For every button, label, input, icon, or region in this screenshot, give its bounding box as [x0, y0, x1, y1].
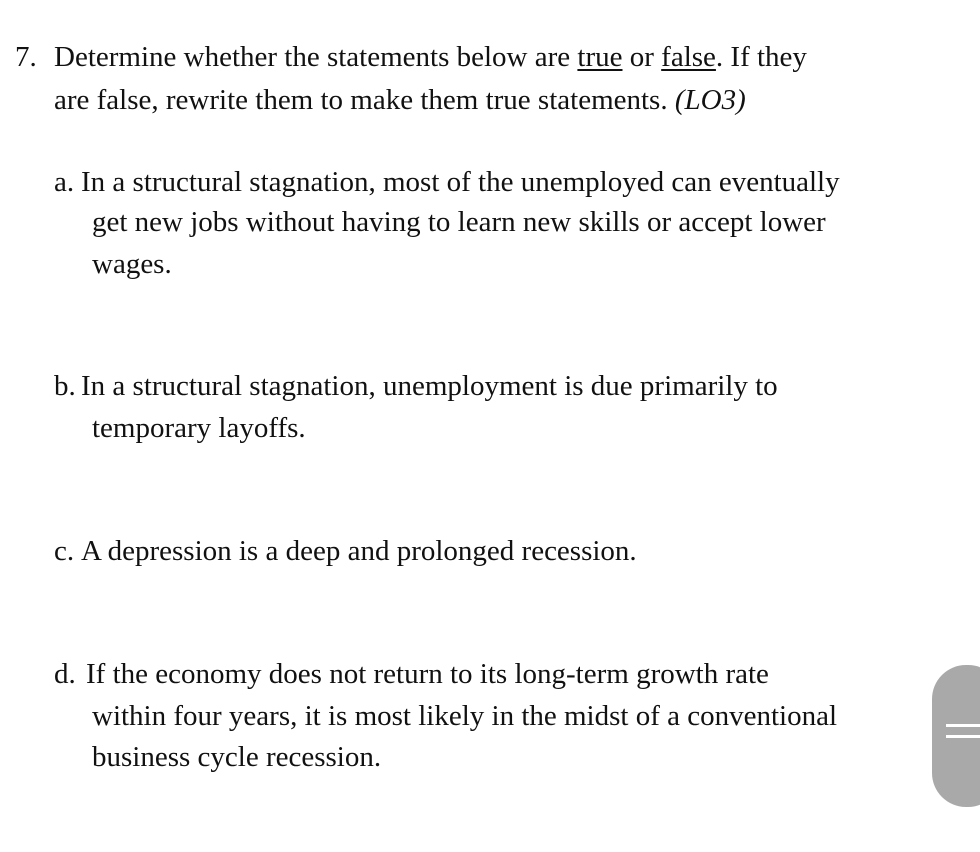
statement-b-line-1: In a structural stagnation, unemployment is due primarily to — [81, 370, 778, 402]
statement-d-line-1: If the economy does not return to its long-term growth rate — [86, 658, 769, 690]
statement-d-line-2: within four years, it is most likely in the midst of a conventional — [92, 700, 838, 732]
statement-b-label: b. — [54, 370, 76, 402]
question-prompt-line-2: are false, rewrite them to make them true statements. (LO3) — [54, 84, 746, 116]
statement-d-label: d. — [54, 658, 76, 690]
statement-c-line-1: A depression is a deep and prolonged recession. — [81, 535, 637, 567]
side-drag-handle[interactable] — [932, 665, 980, 807]
question-number: 7. — [15, 41, 37, 73]
learning-objective: (LO3) — [674, 84, 746, 116]
question-prompt-line-1: Determine whether the statements below are true or false. If they — [54, 41, 807, 73]
statement-a-line-2: get new jobs without having to learn new skills or accept lower — [92, 206, 826, 238]
question-text: Determine whether the statements below are — [54, 41, 578, 73]
true-word: true — [577, 41, 623, 73]
statement-a-line-3: wages. — [92, 248, 172, 280]
statement-a-label: a. — [54, 166, 75, 198]
statement-d-line-3: business cycle recession. — [92, 741, 382, 773]
statement-c-label: c. — [54, 535, 75, 567]
statement-b-line-2: temporary layoffs. — [92, 412, 306, 444]
false-word: false — [661, 41, 716, 73]
statement-a-line-1: In a structural stagnation, most of the unemployed can eventually — [81, 166, 840, 198]
